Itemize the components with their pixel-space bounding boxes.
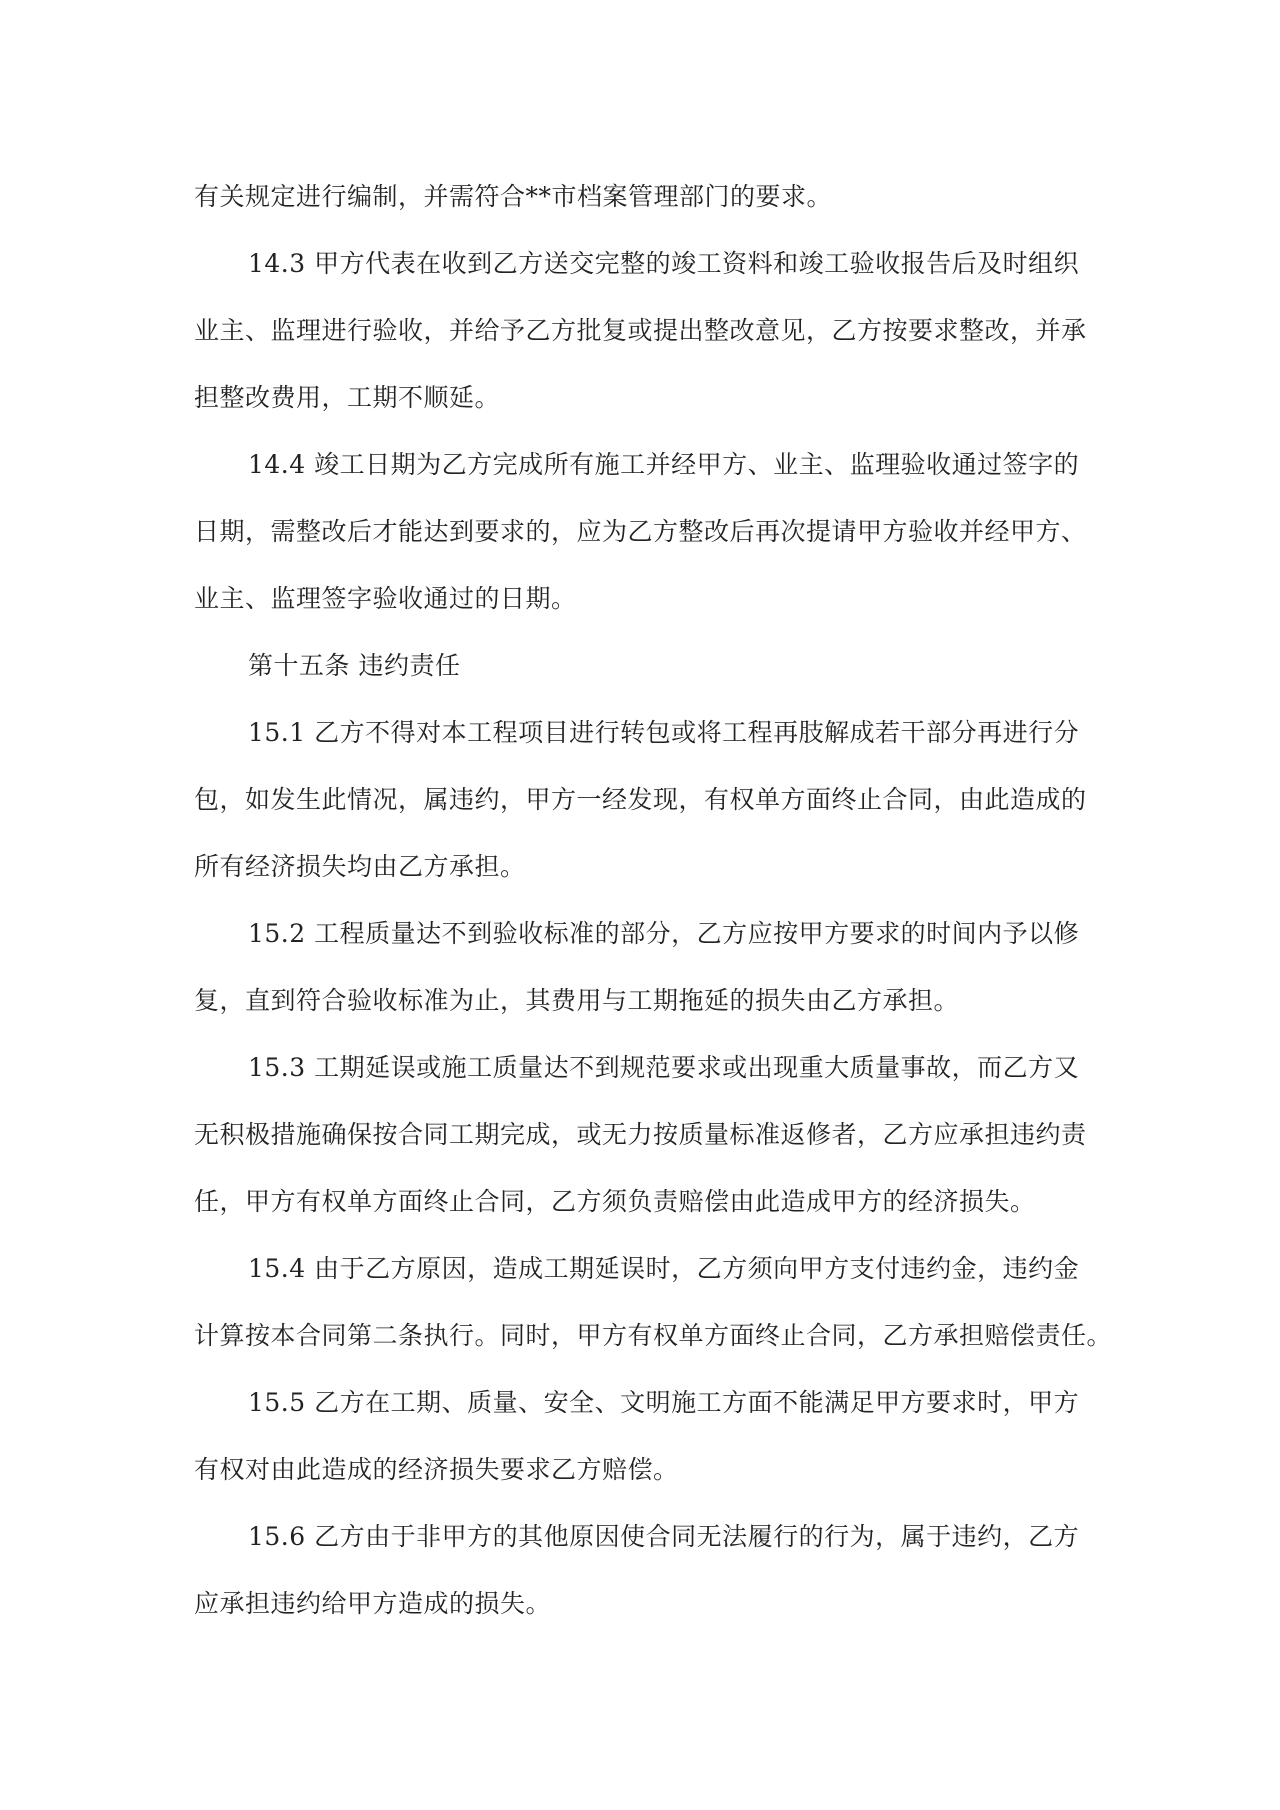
text-line: 14.4 竣工日期为乙方完成所有施工并经甲方、业主、监理验收通过签字的 — [248, 450, 1080, 479]
text-line: 15.1 乙方不得对本工程项目进行转包或将工程再肢解成若干部分再进行分 — [248, 718, 1080, 747]
paragraph-15-5 — [194, 1369, 1094, 1503]
text-line: 任，甲方有权单方面终止合同，乙方须负责赔偿由此造成甲方的经济损失。 — [194, 1187, 1036, 1216]
section-heading-article-15 — [194, 632, 1094, 699]
paragraph-15-3 — [194, 1034, 1094, 1235]
paragraph-15-6 — [194, 1503, 1094, 1637]
text-line: 有权对由此造成的经济损失要求乙方赔偿。 — [194, 1455, 679, 1484]
text-line: 日期，需整改后才能达到要求的，应为乙方整改后再次提请甲方验收并经甲方、 — [194, 517, 1087, 546]
document-body — [194, 163, 1113, 1637]
text-line: 包，如发生此情况，属违约，甲方一经发现，有权单方面终止合同，由此造成的 — [194, 785, 1087, 814]
text-line: 15.2 工程质量达不到验收标准的部分，乙方应按甲方要求的时间内予以修 — [248, 919, 1080, 948]
paragraph-14-4 — [194, 431, 1094, 632]
text-line: 计算按本合同第二条执行。同时，甲方有权单方面终止合同，乙方承担赔偿责任。 — [194, 1321, 1113, 1350]
text-line: 所有经济损失均由乙方承担。 — [194, 852, 526, 881]
paragraph-14-3 — [194, 230, 1094, 431]
text-line: 15.4 由于乙方原因，造成工期延误时，乙方须向甲方支付违约金，违约金 — [248, 1254, 1080, 1283]
section-heading: 第十五条 违约责任 — [248, 651, 461, 680]
text-line: 复，直到符合验收标准为止，其费用与工期拖延的损失由乙方承担。 — [194, 986, 960, 1015]
paragraph-15-1 — [194, 699, 1094, 900]
text-line: 有关规定进行编制，并需符合**市档案管理部门的要求。 — [194, 182, 833, 211]
text-line: 14.3 甲方代表在收到乙方送交完整的竣工资料和竣工验收报告后及时组织 — [248, 249, 1080, 278]
text-line: 担整改费用，工期不顺延。 — [194, 383, 501, 412]
text-line: 业主、监理签字验收通过的日期。 — [194, 584, 577, 613]
paragraph-15-4 — [194, 1235, 1113, 1369]
text-line: 15.3 工期延误或施工质量达不到规范要求或出现重大质量事故，而乙方又 — [248, 1053, 1080, 1082]
text-line: 15.5 乙方在工期、质量、安全、文明施工方面不能满足甲方要求时，甲方 — [248, 1388, 1080, 1417]
paragraph-15-2 — [194, 900, 1094, 1034]
text-line: 15.6 乙方由于非甲方的其他原因使合同无法履行的行为，属于违约，乙方 — [248, 1522, 1080, 1551]
text-line: 业主、监理进行验收，并给予乙方批复或提出整改意见，乙方按要求整改，并承 — [194, 316, 1087, 345]
paragraph-archive-requirement — [194, 163, 1094, 230]
text-line: 无积极措施确保按合同工期完成，或无力按质量标准返修者，乙方应承担违约责 — [194, 1120, 1087, 1149]
text-line: 应承担违约给甲方造成的损失。 — [194, 1589, 552, 1618]
